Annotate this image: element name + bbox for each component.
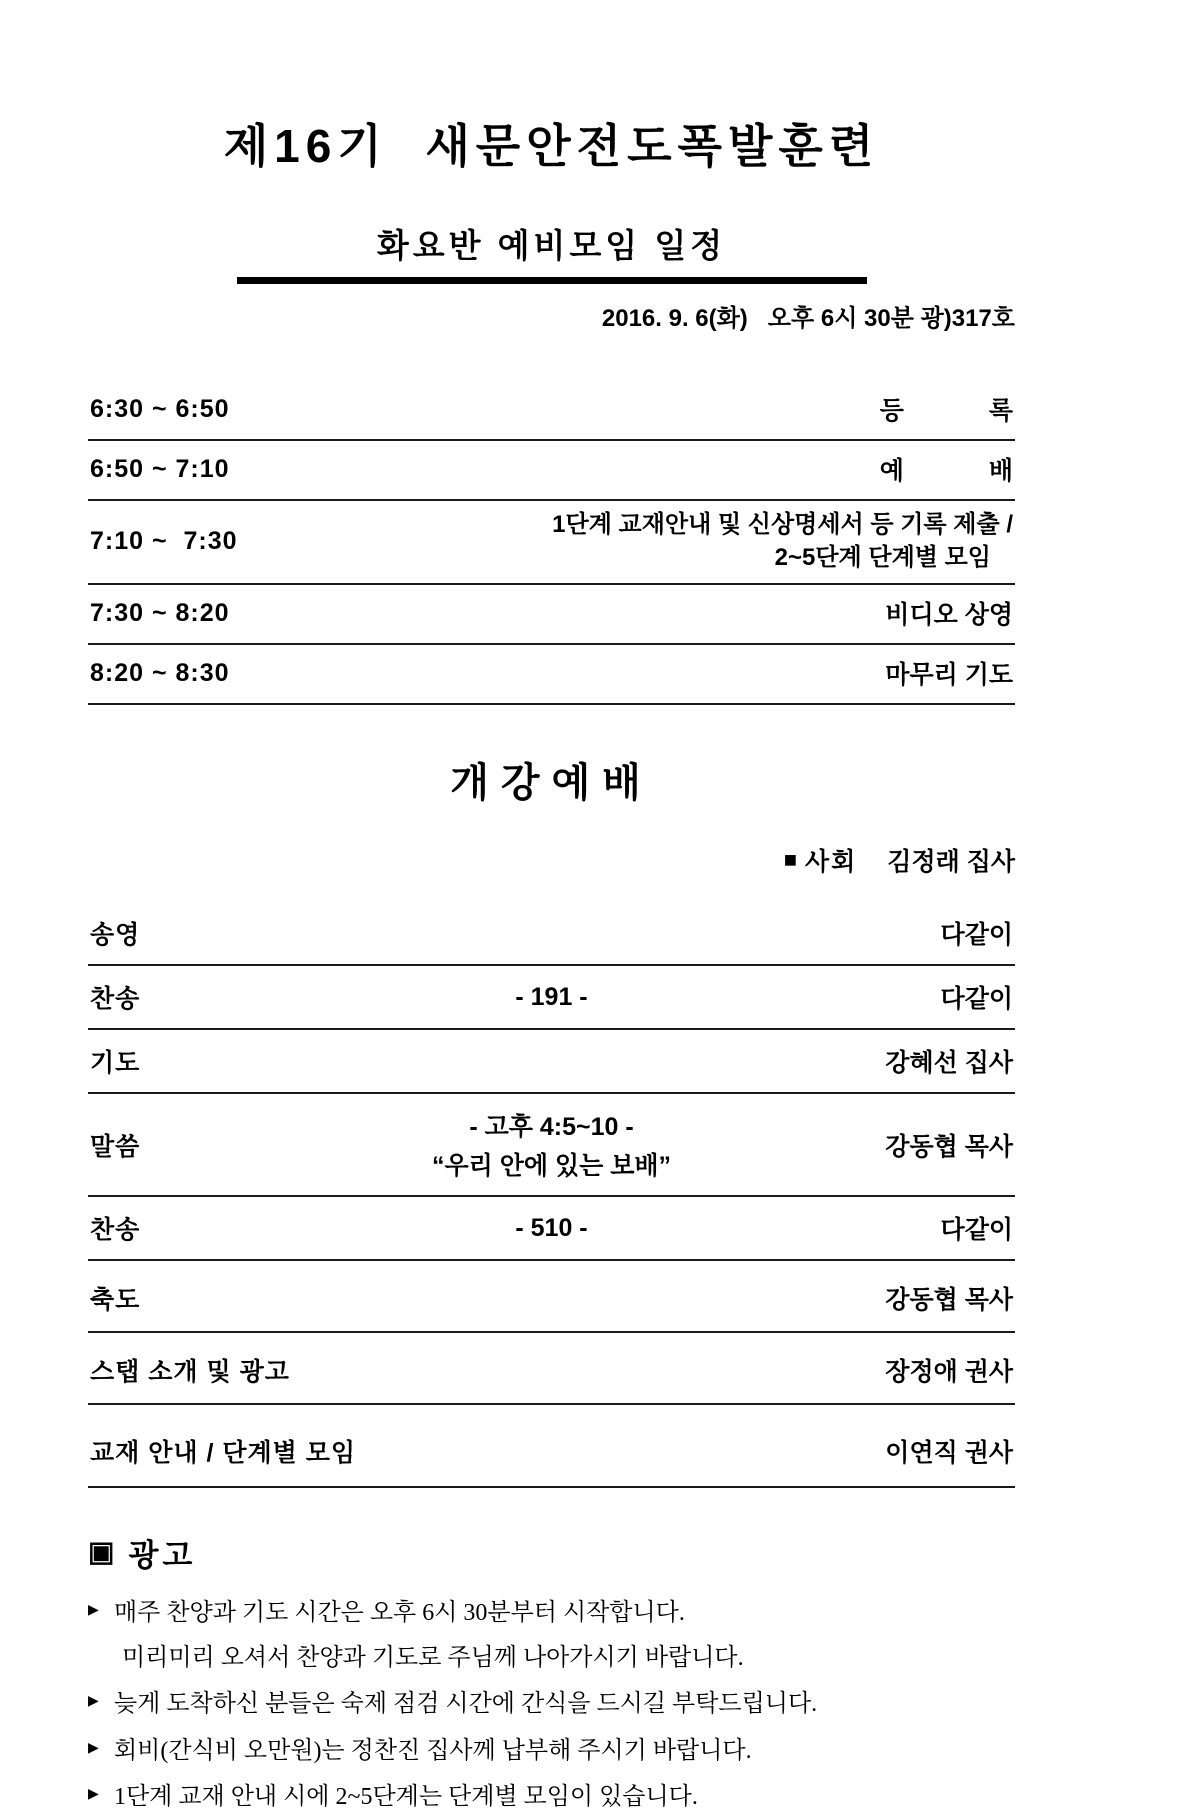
worship-item: 찬송 (90, 985, 141, 1014)
worship-row (88, 1333, 1015, 1405)
worship-order-table (88, 902, 1015, 1488)
moderator-name: 김정래 집사 (887, 848, 1015, 877)
worship-detail: - 510 - (515, 1213, 588, 1242)
schedule-row (88, 585, 1015, 645)
worship-row (88, 902, 1015, 966)
triangle-bullet-icon: ▶ (88, 1786, 99, 1802)
announcement-item (88, 1781, 1015, 1813)
worship-row (88, 1094, 1015, 1197)
announcement-item (88, 1597, 1015, 1629)
worship-row (88, 1197, 1015, 1261)
schedule-row (88, 501, 1015, 585)
worship-person: 다같이 (940, 985, 1013, 1014)
worship-item: 말씀 (90, 1132, 141, 1161)
subtitle-block (88, 220, 1015, 284)
worship-person: 강동협 목사 (885, 1132, 1013, 1161)
worship-title: 개강예배 (450, 761, 653, 806)
title-underline-rule (237, 277, 867, 284)
worship-detail: - 191 - (515, 982, 588, 1011)
worship-row (88, 1030, 1015, 1094)
worship-person: 장정애 권사 (885, 1358, 1013, 1387)
moderator-label: 사회 (804, 848, 858, 877)
announcements-section (88, 1530, 1015, 1813)
worship-item: 스탭 소개 및 광고 (90, 1358, 290, 1387)
triangle-bullet-icon: ▶ (88, 1694, 99, 1710)
worship-person: 다같이 (940, 921, 1013, 950)
worship-item: 교재 안내 / 단계별 모임 (90, 1439, 357, 1468)
worship-person: 강혜선 집사 (885, 1049, 1013, 1078)
filled-square-icon: ■ (783, 847, 797, 873)
announcement-text: 회비(간식비 오만원)는 정찬진 집사께 납부해 주시기 바랍니다. (114, 1737, 752, 1764)
announcement-item (88, 1735, 1015, 1767)
schedule-table (88, 381, 1098, 705)
schedule-activity-line2: 2~5단계 단계별 모임 (774, 544, 991, 572)
schedule-activity: 마무리 기도 (885, 661, 1013, 690)
triangle-bullet-icon: ▶ (88, 1740, 99, 1756)
scripture-reference: - 고후 4:5~10 - (469, 1113, 634, 1142)
worship-person: 이연직 권사 (885, 1439, 1013, 1468)
schedule-time: 8:20 ~ 8:30 (90, 658, 230, 687)
schedule-row (88, 381, 1098, 441)
announcement-item-continuation (88, 1642, 1015, 1674)
worship-row (88, 1261, 1015, 1333)
schedule-time: 7:10 ~ 7:30 (90, 526, 238, 555)
worship-row (88, 966, 1015, 1030)
moderator-line (88, 842, 1015, 878)
announcements-title: 광고 (128, 1538, 197, 1574)
document-subtitle: 화요반 예비모임 일정 (376, 227, 727, 264)
announcements-list (88, 1597, 1015, 1813)
worship-item: 기도 (90, 1049, 141, 1078)
worship-item: 찬송 (90, 1216, 141, 1245)
document-title: 제16기 새문안전도폭발훈련 (223, 120, 880, 172)
schedule-activity: 등록 (879, 397, 1098, 425)
announcements-header (88, 1530, 1015, 1575)
schedule-activity-line1: 1단계 교재안내 및 신상명세서 등 기록 제출 / (552, 511, 1013, 538)
announcement-text: 늦게 도착하신 분들은 숙제 점검 시간에 간식을 드시길 부탁드립니다. (114, 1691, 818, 1718)
worship-person: 다같이 (940, 1216, 1013, 1245)
announcement-text: 매주 찬양과 기도 시간은 오후 6시 30분부터 시작합니다. (114, 1600, 685, 1627)
schedule-time: 6:30 ~ 6:50 (90, 394, 230, 423)
schedule-activity (552, 509, 1013, 573)
worship-item: 송영 (90, 921, 141, 950)
schedule-activity: 비디오 상영 (885, 601, 1013, 630)
sermon-title: “우리 안에 있는 보배” (431, 1152, 672, 1181)
worship-row (88, 1405, 1015, 1488)
announcement-text: 1단계 교재 안내 시에 2~5단계는 단계별 모임이 있습니다. (114, 1783, 698, 1810)
schedule-row (88, 441, 1098, 501)
schedule-activity: 예배 (879, 457, 1098, 485)
schedule-row (88, 645, 1015, 705)
announcement-item (88, 1688, 1015, 1720)
worship-detail (432, 1107, 671, 1182)
date-location-line: 2016. 9. 6(화) 오후 6시 30분 광)317호 (601, 305, 1015, 332)
schedule-time: 7:30 ~ 8:20 (90, 598, 230, 627)
schedule-time: 6:50 ~ 7:10 (90, 454, 230, 483)
announcement-text: 미리미리 오셔서 찬양과 기도로 주님께 나아가시기 바랍니다. (122, 1644, 744, 1671)
boxed-square-icon: ▣ (88, 1536, 115, 1568)
worship-section (88, 751, 1015, 1488)
worship-person: 강동협 목사 (885, 1286, 1013, 1315)
triangle-bullet-icon: ▶ (88, 1603, 99, 1619)
worship-item: 축도 (90, 1286, 141, 1315)
